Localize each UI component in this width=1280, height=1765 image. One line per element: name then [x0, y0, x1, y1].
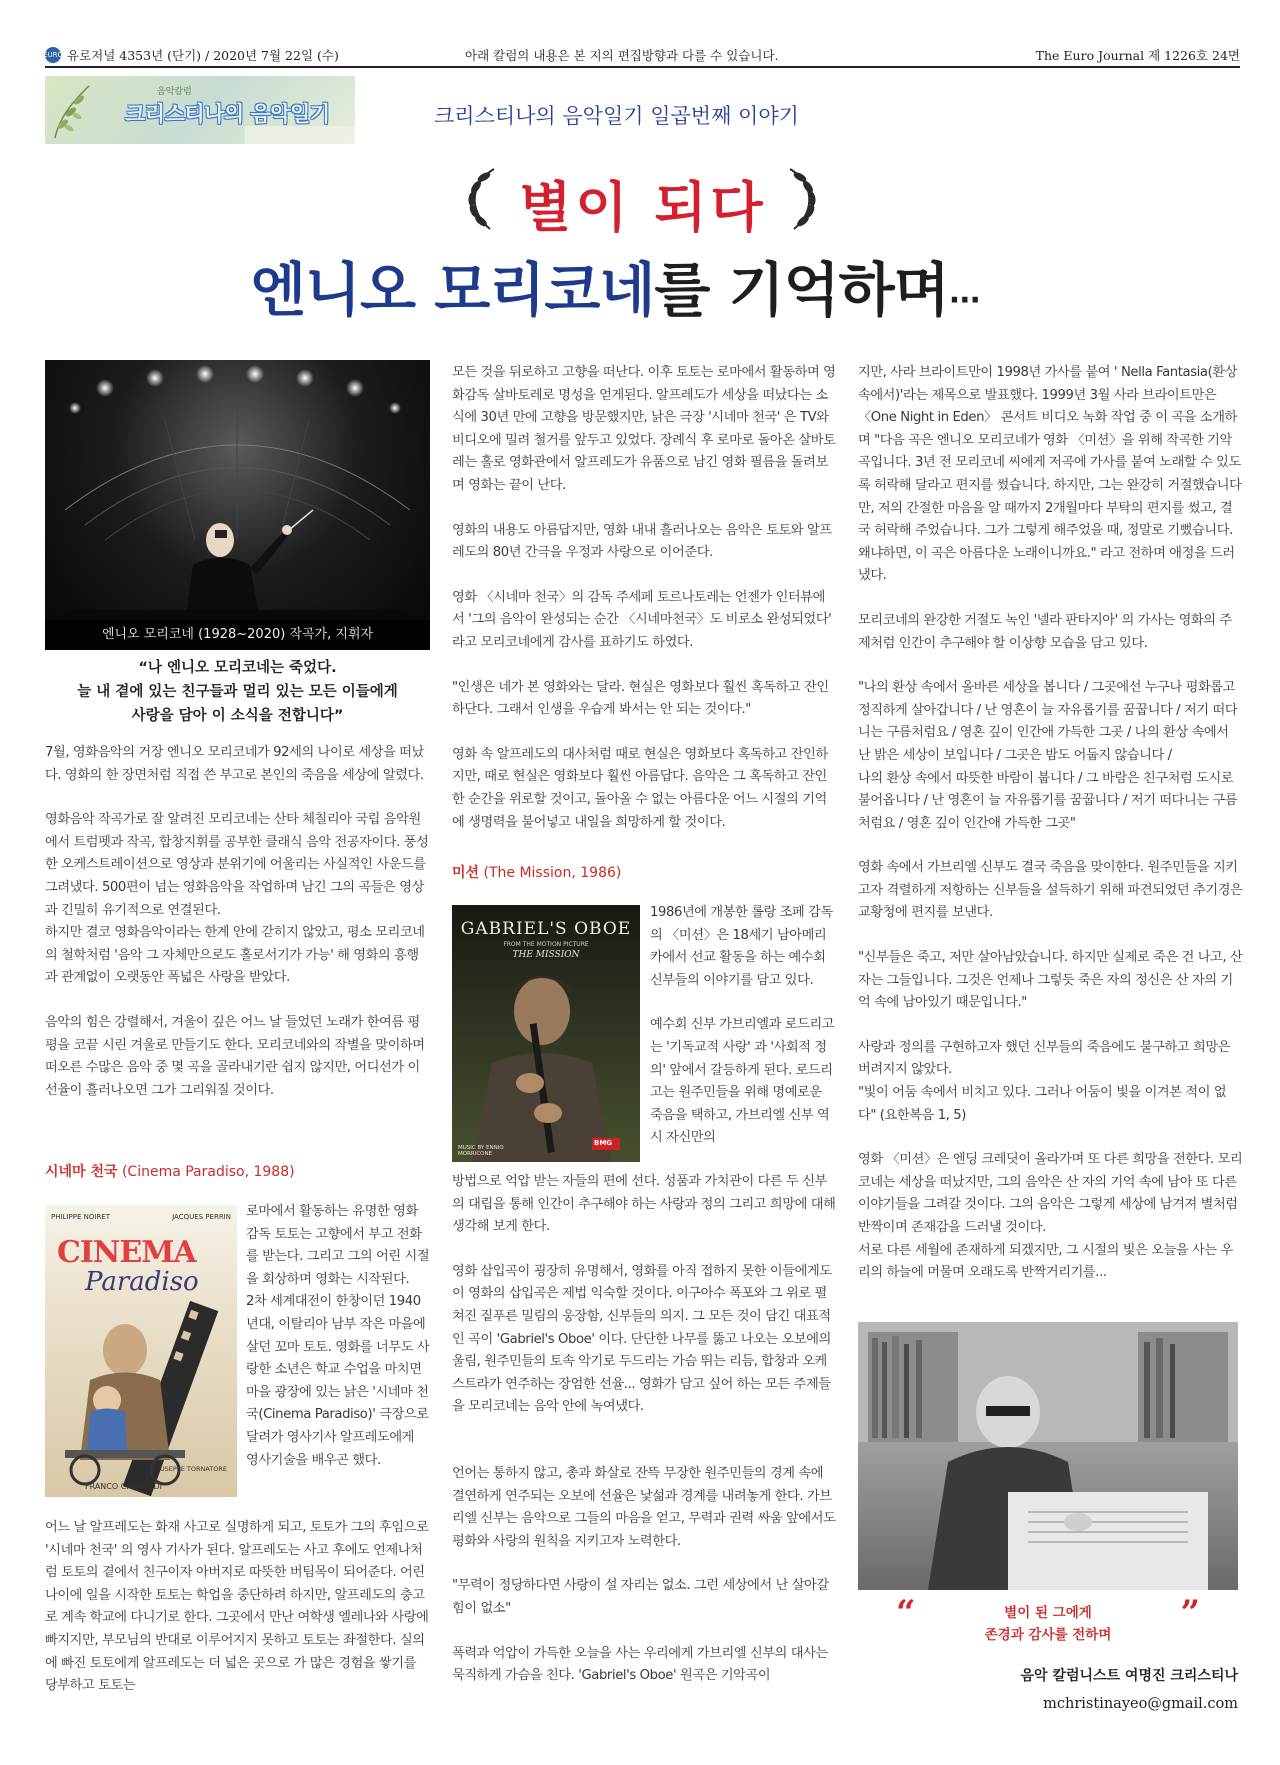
col3-paragraph-3: "나의 환상 속에서 올바른 세상을 봅니다 / 그곳에선 누구나 평화롭고 정직하게 살아갑니다 / 난 영혼이 늘 자유롭기를 꿈꿉니다 / 저기 떠다니는 구름처럼요 / 영혼 깊이 인간애 가득한 그곳 / 나의 환상 속에서 난 밝은 세상이 보입니다 / 그곳은 밤도 어둡지 않습니다 /	[858, 680, 1238, 763]
poster-music: MUSIC BY ENNIO MORRICONE	[458, 1145, 504, 1157]
subtitle-name: 엔니오 모리코네	[250, 256, 655, 324]
col2-paragraph-4: "인생은 네가 본 영화와는 달라. 현실은 영화보다 훨씬 혹독하고 잔인하단다. 그래서 인생을 우습게 봐서는 안 되는 것이다."	[452, 679, 829, 718]
author-byline: 음악 칼럼니스트 여명진 크리스티나	[1020, 1668, 1238, 1684]
poster-director: GIUSEPPE TORNATORE	[152, 1465, 227, 1473]
poster-actor-left: PHILIPPE NOIRET	[51, 1213, 110, 1221]
tribute-close-quote: ”	[1180, 1593, 1200, 1633]
poster-oboe-title: GABRIEL'S OBOE	[460, 919, 632, 939]
col3-paragraph-4: 영화 속에서 가브리엘 신부도 결국 죽음을 맞이한다. 원주민들을 지키고자 격렬하게 저항하는 신부들을 설득하기 위해 파견되었던 추기경은 교황청에 편지를 보낸다.	[858, 860, 1243, 921]
mission-beside-1: 1986년에 개봉한 롤랑 조페 감독의 〈미션〉은 18세기 남아메리카에서 선교 활동을 하는 예수회 신부들의 이야기를 담고 있다.	[650, 905, 833, 988]
section-cinema-en: (Cinema Paradiso, 1988)	[117, 1164, 295, 1180]
header-left	[45, 46, 339, 64]
subtitle-rest: 를 기억하며	[654, 256, 949, 324]
headline-title: 별이 되다	[519, 175, 767, 239]
col1-paragraph-5: 어느 날 알프레도는 화재 사고로 실명하게 되고, 토토가 그의 후임으로 '시네마 천국' 의 영사 기사가 된다. 알프레도는 사고 후에도 언제나처럼 토토의 곁에서 친구이자 아버지로 따뜻한 버팀목이 되어준다. 어린 나이에 일을 시작한 토토는 학업을 중단하려 하지만, 알프레도의 충고로 계속 학교에 다니기로 한다. 그곳에서 만난 여학생 엘레나와 사랑에 빠지지만, 부모님의 반대로 이루어지지 못하고 토토는 좌절한다. 실의에 빠진 토토에게 알프레도는 더 넓은 곳으로 가 많은 경험을 쌓기를 당부하고 토토는	[45, 1520, 429, 1694]
disclaimer: 아래 칼럼의 내용은 본 지의 편집방향과 다를 수 있습니다.	[465, 48, 779, 63]
series-title: 크리스티나의 음악일기 일곱번째 이야기	[434, 104, 799, 128]
pull-quote-line3: 사랑을 담아 이 소식을 전합니다”	[131, 708, 344, 724]
col1-paragraph-3: 하지만 결코 영화음악이라는 한계 안에 갇히지 않았고, 평소 모리코네의 철학처럼 '음악 그 자체만으로도 홀로서기가 가능' 해 영화의 흥행과 관계없이 오랫동안 폭넓은 사랑을 받았다.	[45, 925, 425, 986]
col2-paragraph-8: 언어는 통하지 않고, 총과 화살로 잔뜩 무장한 원주민들의 경계 속에 결연하게 연주되는 오보에 선율은 낯섦과 경계를 내려놓게 한다. 가브리엘 신부는 음악으로 그들의 마음을 얻고, 무력과 권력 싸움 앞에서도 평화와 사랑의 원칙을 지키고자 노력한다.	[452, 1465, 836, 1549]
banner-title: 크리스티나의 음악일기	[125, 102, 330, 126]
music-sheet-decoration	[245, 126, 355, 144]
section-the-mission	[452, 862, 621, 882]
laurel-left-icon	[460, 165, 502, 233]
cinema-paradiso-beside	[246, 1201, 430, 1472]
tribute-line2: 존경과 감사를 전하며	[984, 1627, 1112, 1643]
cinema-paradiso-poster	[45, 1205, 237, 1497]
pull-quote-line1: “나 엔니오 모리코네는 죽었다.	[138, 660, 337, 676]
pull-quote	[45, 656, 430, 728]
poster-title-paradiso: Paradiso	[85, 1267, 199, 1297]
col2-paragraph-3: 영화 〈시네마 천국〉의 감독 주세페 토르나토레는 언젠가 인터뷰에서 '그의 음악이 완성되는 순간 〈시네마천국〉도 비로소 완성되었다' 라고 모리코네에게 감사를 표하기도 하였다.	[452, 589, 832, 650]
poster-title-cinema: CINEMA	[57, 1235, 196, 1270]
concert-stage-icon	[45, 360, 430, 650]
column-2-top	[452, 362, 837, 856]
section-mission-en: (The Mission, 1986)	[479, 865, 622, 881]
poster-actor-right: JACQUES PERRIN	[172, 1213, 231, 1221]
tribute-line1: 별이 된 그에게	[1004, 1605, 1092, 1621]
author-email-link[interactable]: mchristinayeo@gmail.com	[1043, 1696, 1238, 1712]
col2-paragraph-7: 영화 삽입곡이 굉장히 유명해서, 영화를 아직 접하지 못한 이들에게도 이 영화의 삽입곡은 제법 익숙할 것이다. 이구아수 폭포와 그 위로 펼쳐진 짙푸른 밀림의 웅장함, 신부들의 의지. 그 모든 것이 담긴 대표적인 곡이 'Gabriel's Oboe' 이다. 단단한 나무를 뚫고 나오는 오보에의 울림, 원주민들의 토속 악기로 두드리는 가슴 뛰는 리듬, 합창과 오케스트라가 연주하는 장엄한 선율... 영화가 담고 싶어 하는 모든 주제들을 모리코네는 음악 안에 녹여냈다.	[452, 1263, 832, 1415]
oboe-player-icon	[452, 963, 640, 1162]
col3-paragraph-2: 모리코네의 완강한 거절도 녹인 '넬라 판타지아' 의 가사는 영화의 주제처럼 인간이 추구해야 할 이상향 모습을 담고 있다.	[858, 612, 1232, 651]
poster-oboe-film: THE MISSION	[512, 950, 580, 960]
pull-quote-line2: 늘 내 곁에 있는 친구들과 멀리 있는 모든 이들에게	[77, 684, 398, 700]
composer-writing-icon	[858, 1322, 1238, 1590]
page-header	[45, 40, 1240, 68]
laurel-right-icon	[782, 165, 824, 233]
section-cinema-paradiso	[45, 1161, 295, 1181]
section-mission-kr: 미션	[452, 865, 480, 881]
col1-paragraph-4: 음악의 힘은 강렬해서, 겨울이 깊은 어느 날 들었던 노래가 한여름 평평을 코끝 시린 겨울로 만들기도 한다. 모리코네와의 작별을 맞이하며 떠오른 수많은 음악 중 몇 곡을 골라내기란 쉽지 않지만, 어디선가 이 선율이 흘러나오면 그가 그리워질 것이다.	[45, 1014, 425, 1098]
col2-paragraph-5: 영화 속 알프레도의 대사처럼 때로 현실은 영화보다 혹독하고 잔인하지만, 때로 현실은 영화보다 훨씬 아름답다. 음악은 그 혹독하고 잔인한 순간을 위로할 것이고, 돌아올 수 없는 아름다운 어느 시절의 기억에 생명력을 불어넣고 내일을 희망하게 할 것이다.	[452, 746, 828, 830]
col2-paragraph-1: 모든 것을 뒤로하고 고향을 떠난다. 이후 토토는 로마에서 활동하며 영화감독 살바토레로 명성을 얻게된다. 알프레도가 세상을 떠났다는 소식에 30년 만에 고향을 방문했지만, 낡은 극장 '시네마 천국' 은 TV와 비디오에 밀려 철거를 앞두고 있었다. 장례식 후 로마로 돌아온 살바토레는 홀로 영화관에서 알프레도가 유품으로 남긴 영화 필름을 돌려보며 영화는 끝이 난다.	[452, 365, 836, 493]
col3-paragraph-6: 사랑과 정의를 구현하고자 했던 신부들의 죽음에도 불구하고 희망은 버려지지 않았다.	[858, 1039, 1231, 1078]
col1-paragraph-2: 영화음악 작곡가로 잘 알려진 모리코네는 산타 체칠리아 국립 음악원에서 트럼펫과 작곡, 합창지휘를 공부한 클래식 음악 전공자이다. 풍성한 오케스트레이션으로 영상과 분위기에 어울리는 사실적인 사운드를 그려냈다. 500편이 넘는 영화음악을 작업하며 남긴 그의 곡들은 영상과 긴밀히 유기적으로 연결된다.	[45, 812, 429, 918]
column-2-continued	[452, 1171, 837, 1688]
col2-paragraph-10: 폭력과 억압이 가득한 오늘을 사는 우리에게 가브리엘 신부의 대사는 묵직하게 가슴을 친다. 'Gabriel's Oboe' 원곡은 기악곡이	[452, 1645, 828, 1684]
mission-beside	[650, 902, 837, 1150]
cinema-beside-2: 2차 세계대전이 한창이던 1940년대, 이탈리아 남부 작은 마을에 살던 꼬마 토토. 영화를 너무도 사랑한 소년은 학교 수업을 마치면 마을 광장에 있는 낡은 '시네마 천국(Cinema Paradiso)' 극장으로 달려가 영사기사 알프레도에게 영사기술을 배우곤 했다.	[246, 1294, 430, 1468]
col2-paragraph-6: 방법으로 억압 받는 자들의 편에 선다. 성품과 가치관이 다른 두 신부의 대립을 통해 인간이 추구해야 하는 사랑과 정의 그리고 희망에 대해 생각해 보게 한다.	[452, 1174, 836, 1235]
column-1-intro	[45, 742, 430, 1124]
tribute-box	[858, 1593, 1238, 1646]
banner-category: 음악칼럼	[157, 87, 192, 97]
conductor-caption: 엔니오 모리코네 (1928~2020) 작곡가, 지휘자	[45, 620, 430, 650]
issue-date: 유로저널 4353년 (단기) / 2020년 7월 22일 (수)	[67, 48, 339, 63]
col3-paragraph-7b: 서로 다른 세월에 존재하게 되겠지만, 그 시절의 빛은 오늘을 사는 우리의 하늘에 머물며 오래도록 반짝거리기를...	[858, 1242, 1233, 1281]
section-cinema-kr: 시네마 천국	[45, 1164, 118, 1180]
col3-paragraph-6b: "빛이 어둠 속에서 비치고 있다. 그러나 어둠이 빛을 이겨본 적이 없다" (요한복음 1, 5)	[858, 1085, 1227, 1123]
poster-label: BMG	[594, 1139, 613, 1147]
headline-subtitle	[250, 243, 980, 327]
col2-paragraph-2: 영화의 내용도 아름답지만, 영화 내내 흘러나오는 음악은 토토와 알프레도의 80년 간극을 우정과 사랑으로 이어준다.	[452, 522, 832, 561]
journal-logo-icon: EURO	[45, 47, 61, 63]
cinema-beside-1: 로마에서 활동하는 유명한 영화감독 토토는 고향에서 부고 전화를 받는다. 그리고 그의 어린 시절을 회상하며 영화는 시작된다.	[246, 1204, 430, 1287]
conductor-photo	[45, 360, 430, 650]
col2-paragraph-9: "무력이 정당하다면 사랑이 설 자리는 없소. 그런 세상에서 난 살아갈 힘이 없소"	[452, 1578, 829, 1616]
composer-desk-photo	[858, 1322, 1238, 1590]
issue-number: The Euro Journal 제 1226호 24면	[1035, 48, 1240, 63]
poster-oboe-sub: FROM THE MOTION PICTURE	[503, 941, 589, 948]
gabriels-oboe-poster	[452, 905, 640, 1162]
col3-paragraph-3b: 나의 환상 속에서 따뜻한 바람이 붑니다 / 그 바람은 친구처럼 도시로 불어옵니다 / 난 영혼이 늘 자유롭기를 꿈꿉니다 / 저기 떠다니는 구름처럼요 / 영혼 깊이 인간애 가득한 그곳"	[858, 770, 1238, 831]
col3-paragraph-5: "신부들은 죽고, 저만 살아남았습니다. 하지만 실제로 죽은 건 나고, 산 자는 그들입니다. 그것은 언제나 그렇듯 죽은 자의 정신은 산 자의 기억 속에 남아있기 때문입니다."	[858, 950, 1243, 1011]
leaves-icon	[49, 80, 101, 140]
poster-producer: FRANCO CRISTALDI	[85, 1482, 163, 1491]
tribute-open-quote: “	[896, 1593, 916, 1633]
column-1-continued	[45, 1517, 430, 1698]
col3-paragraph-1: 지만, 사라 브라이트만이 1998년 가사를 붙여 ' Nella Fantasia(환상 속에서)'라는 제목으로 발표했다. 1999년 3월 사라 브라이트만은 〈One Night in Eden〉 콘서트 비디오 녹화 작업 중 이 곡을 소개하며 "다음 곡은 엔니오 모리코네가 영화 〈미션〉을 위해 작곡한 기악곡입니다. 3년 전 모리코네 씨에게 저곡에 가사를 붙여 노래할 수 있도록 허락해 달라고 편지를 썼습니다. 하지만, 그는 완강히 거절했습니다만, 저의 간절한 마음을 알 때까지 2개월마다 부탁의 편지를 썼고, 결국 허락해 주었습니다. 그가 그렇게 해주었을 때, 정말로 기뻤습니다. 왜냐하면, 이 곡은 아름다운 노래이니까요." 라고 전하며 애정을 드러냈다.	[858, 365, 1242, 584]
mission-beside-2: 예수회 신부 가브리엘과 로드리고는 '기독교적 사랑' 과 '사회적 정의' 앞에서 갈등하게 된다. 로드리고는 원주민들을 위해 명예로운 죽음을 택하고, 가브리엘 신부 역시 자신만의	[650, 1017, 835, 1146]
column-banner	[45, 76, 355, 144]
subtitle-ellipsis: ···	[948, 283, 980, 318]
col3-paragraph-7: 영화 〈미션〉은 엔딩 크레딧이 올라가며 또 다른 희망을 전한다. 모리코네는 세상을 떠났지만, 그의 음악은 산 자의 기억 속에 남아 또 다른 이야기들을 그려갈 것이다. 그의 음악은 그렇게 세상에 남겨져 별처럼 반짝이며 존재감을 드러낼 것이다.	[858, 1152, 1243, 1235]
col1-paragraph-1: 7월, 영화음악의 거장 엔니오 모리코네가 92세의 나이로 세상을 떠났다. 영화의 한 장면처럼 직접 쓴 부고로 본인의 죽음을 세상에 알렸다.	[45, 745, 424, 783]
column-3-top	[858, 362, 1243, 1285]
